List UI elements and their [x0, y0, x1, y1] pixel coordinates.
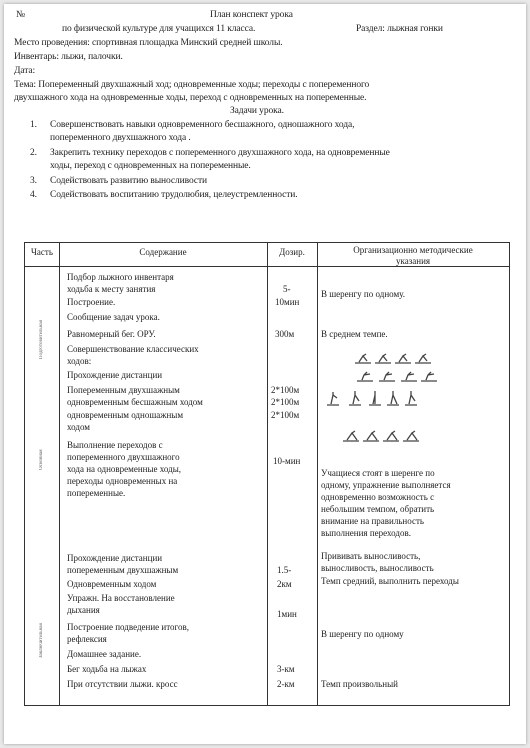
skier-figures-icon [353, 353, 433, 365]
dosage-value: 2-км [277, 679, 295, 689]
content-line: Выполнение переходов с [67, 440, 163, 450]
dosage-value: 10мин [275, 297, 300, 307]
content-line: Совершенствование классических [67, 344, 199, 354]
content-line: дыхания [67, 605, 100, 615]
content-line: Сообщение задач урока. [67, 312, 160, 322]
task-number: 4. [30, 190, 37, 200]
task-text-cont: ходы, переход с одновременных на попеременные. [50, 161, 251, 171]
part-label-final: Заключительная [39, 623, 44, 658]
method-line: выполнения переходов. [321, 528, 411, 538]
task-text: Содействовать воспитанию трудолюбия, целеустремленности. [50, 190, 298, 200]
method-line: Темп средний, выполнить переходы [321, 576, 459, 586]
dosage-value: 1мин [277, 609, 297, 619]
content-line: Бег ходьба на лыжах [67, 664, 147, 674]
method-line: внимание на правильность [321, 516, 424, 526]
dosage-value: 300м [275, 329, 295, 339]
dosage-value: 1.5- [277, 565, 292, 575]
method-line: небольшим темпом, обратить [321, 504, 435, 514]
part-label-preparatory: Подготовительная [39, 320, 44, 359]
dosage-value: 5- [283, 284, 291, 294]
lesson-table [24, 242, 510, 706]
header-methods: Организационно методические [353, 245, 473, 255]
document-subtitle: по физической культуре для учащихся 11 класса. [62, 24, 256, 34]
part-label-main: Основная [39, 449, 44, 470]
task-text: Совершенствовать навыки одновременного бесшажного, одношажного хода, [50, 120, 355, 130]
method-line: Учащиеся стоят в шеренге по [321, 468, 435, 478]
task-text: Закрепить технику переходов с попеременного двухшажного хода, на одновременные [50, 148, 390, 158]
content-line: Одновременным ходом [67, 579, 157, 589]
document-page [4, 4, 526, 744]
method-line: Прививать выносливость, [321, 551, 421, 561]
tasks-title: Задачи урока. [230, 106, 284, 116]
content-line: попеременного двухшажного [67, 452, 180, 462]
method-line: одновременно возможность с [321, 492, 435, 502]
skier-figures-icon [355, 371, 439, 383]
dosage-value: 2км [277, 579, 292, 589]
section-label: Раздел: лыжная гонки [356, 24, 443, 34]
place-line: Место проведения: спортивная площадка Минский средней школы. [14, 38, 283, 48]
method-line: Темп произвольный [321, 679, 398, 689]
method-line: выносливость, выносливость [321, 563, 434, 573]
content-line: одновременным одношажным [67, 410, 184, 420]
task-number: 3. [30, 176, 37, 186]
task-text: Содействовать развитию выносливости [50, 176, 208, 186]
task-number: 2. [30, 148, 37, 158]
date-label: Дата: [14, 66, 36, 76]
content-line: Прохождение дистанции [67, 370, 163, 380]
content-line: При отсутствии лыжи. кросс [67, 679, 178, 689]
content-line: Построение подведение итогов, [67, 622, 190, 632]
header-dosage: Дозир. [279, 247, 305, 257]
equipment-line: Инвентарь: лыжи, палочки. [14, 52, 123, 62]
content-line: Равномерный бег. ОРУ. [67, 329, 156, 339]
header-content: Содержание [139, 247, 187, 257]
content-line: Домашнее задание. [67, 649, 142, 659]
content-line: Прохождение дистанции [67, 553, 163, 563]
content-line: ходом [67, 422, 91, 432]
header-methods-cont: указания [395, 256, 431, 266]
dosage-value: 10-мин [273, 456, 301, 466]
method-line: В шеренгу по одному [321, 629, 404, 639]
content-line: Подбор лыжного инвентаря [67, 272, 174, 282]
skier-figures-icon [341, 429, 421, 443]
header-part: Часть [31, 247, 53, 257]
content-line: попеременные. [67, 488, 126, 498]
content-line: хода на одновременные ходы, [67, 464, 182, 474]
content-line: переходы одновременных на [67, 476, 178, 486]
skier-figures-icon [325, 389, 421, 407]
content-line: одновременным бесшажным ходом [67, 397, 203, 407]
method-line: В среднем темпе. [321, 329, 388, 339]
dosage-value: 3-км [277, 664, 295, 674]
number-label: № [16, 10, 25, 20]
dosage-value: 2*100м [271, 385, 300, 395]
content-line: ходьба к месту занятия [67, 284, 156, 294]
dosage-value: 2*100м [271, 410, 300, 420]
content-line: Упражн. На восстановление [67, 593, 175, 603]
content-line: ходов: [67, 356, 92, 366]
dosage-value: 2*100м [271, 397, 300, 407]
method-line: одному, упражнение выполняется [321, 480, 451, 490]
task-number: 1. [30, 120, 37, 130]
content-line: рефлексия [67, 634, 107, 644]
content-line: попеременным двухшажным [67, 565, 179, 575]
content-line: Построение. [67, 297, 116, 307]
method-line: В шеренгу по одному. [321, 289, 406, 299]
topic-line-2: двухшажного хода на одновременные ходы, переход с одновременных на попеременные. [14, 93, 367, 103]
document-title: План конспект урока [210, 10, 293, 20]
topic-line-1: Тема: Попеременный двухшажный ход; одновременные ходы; переходы с попеременного [14, 80, 370, 90]
task-text-cont: попеременного двухшажного хода . [50, 133, 191, 143]
content-line: Попеременным двухшажным [67, 385, 180, 395]
